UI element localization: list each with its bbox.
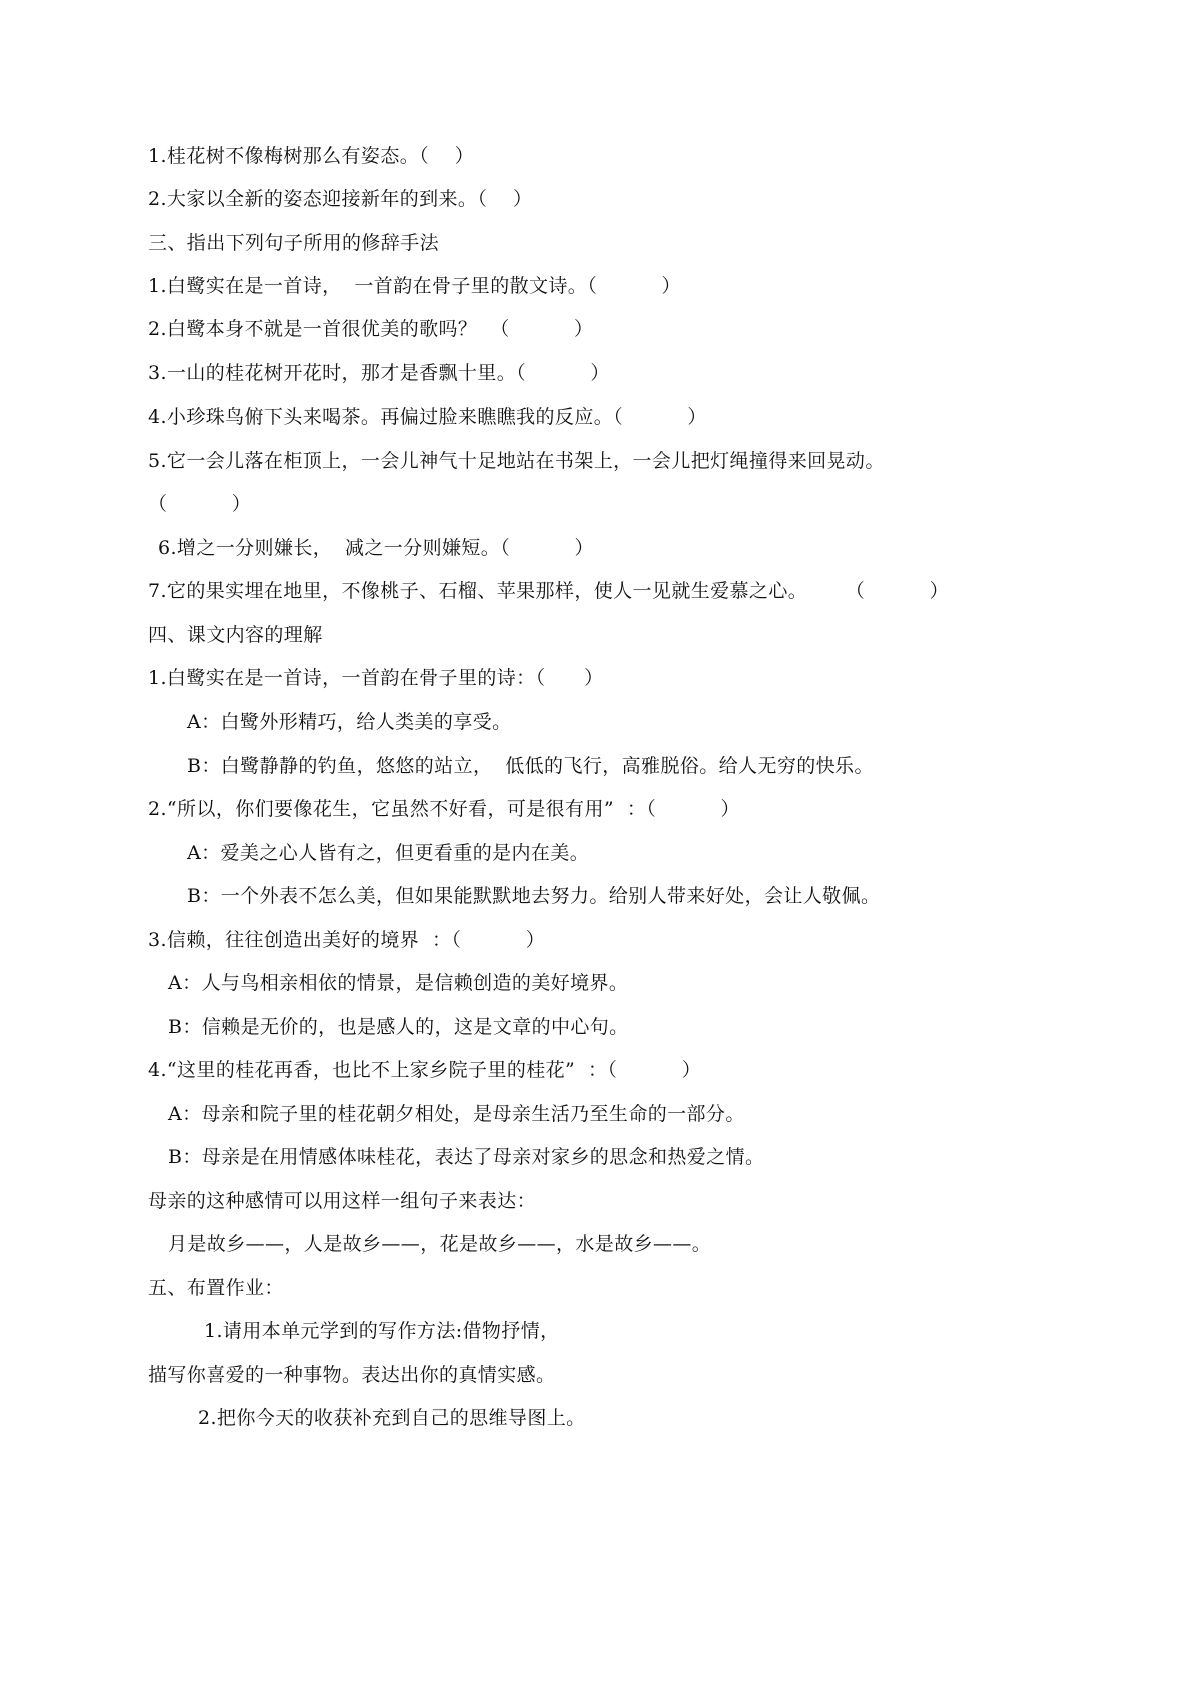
section-5-heading: 五、布置作业： — [148, 1277, 284, 1299]
section-4-question-2-option-b: B：一个外表不怎么美，但如果能默默地去努力。给别人带来好处，会让人敬佩。 — [187, 885, 881, 907]
section-4-question-1-option-a: A：白鹭外形精巧，给人类美的享受。 — [187, 711, 512, 733]
section-3-heading: 三、指出下列句子所用的修辞手法 — [148, 232, 440, 254]
homework-item-1: 1.请用本单元学到的写作方法:借物抒情， — [204, 1320, 560, 1342]
section-3-item-4: 4.小珍珠鸟俯下头来喝茶。再偏过脸来瞧瞧我的反应。（ ） — [148, 406, 707, 428]
section-3-item-5-answer: （ ） — [148, 493, 252, 515]
section-4-question-3-option-b: B：信赖是无价的，也是感人的，这是文章的中心句。 — [168, 1016, 629, 1038]
section-4-question-2: 2.“所以，你们要像花生，它虽然不好看，可是很有用” ：（ ） — [148, 798, 740, 820]
section-4-question-1: 1.白鹭实在是一首诗，一首韵在骨子里的诗：（ ） — [148, 667, 604, 689]
section-3-item-3: 3.一山的桂花树开花时，那才是香飘十里。（ ） — [148, 362, 610, 384]
section-4-question-4-option-a: A：母亲和院子里的桂花朝夕相处，是母亲生活乃至生命的一部分。 — [168, 1103, 745, 1125]
section-4-question-3-option-a: A：人与鸟相亲相依的情景，是信赖创造的美好境界。 — [168, 972, 629, 994]
section-3-item-6: 6.增之一分则嫌长， 减之一分则嫌短。（ ） — [158, 537, 594, 559]
section-4-question-3: 3.信赖，往往创造出美好的境界 ：（ ） — [148, 929, 546, 951]
section-3-item-7: 7.它的果实埋在地里，不像桃子、石榴、苹果那样，使人一见就生爱慕之心。 （ ） — [148, 580, 949, 602]
section-3-item-2: 2.白鹭本身不就是一首很优美的歌吗？ （ ） — [148, 318, 594, 340]
section-4-heading: 四、课文内容的理解 — [148, 624, 323, 646]
section-4-question-2-option-a: A：爱美之心人皆有之，但更看重的是内在美。 — [187, 842, 590, 864]
exercise-2-item-2: 2.大家以全新的姿态迎接新年的到来。（ ） — [148, 188, 533, 210]
homework-item-1-continued: 描写你喜爱的一种事物。表达出你的真情实感。 — [148, 1364, 556, 1386]
section-3-item-1: 1.白鹭实在是一首诗， 一首韵在骨子里的散文诗。（ ） — [148, 275, 681, 297]
section-4-question-4: 4.“这里的桂花再香，也比不上家乡院子里的桂花” ：（ ） — [148, 1059, 702, 1081]
section-4-question-4-option-b: B：母亲是在用情感体味桂花，表达了母亲对家乡的思念和热爱之情。 — [168, 1146, 765, 1168]
section-4-question-1-option-b: B：白鹭静静的钓鱼，悠悠的站立， 低低的飞行，高雅脱俗。给人无穷的快乐。 — [187, 755, 874, 777]
section-3-item-5: 5.它一会儿落在柜顶上，一会儿神气十足地站在书架上，一会儿把灯绳撞得来回晃动。 — [148, 450, 885, 472]
mother-feeling-text: 母亲的这种感情可以用这样一组句子来表达： — [148, 1190, 537, 1212]
hometown-sentences: 月是故乡——，人是故乡——，花是故乡——，水是故乡——。 — [168, 1233, 712, 1255]
homework-item-2: 2.把你今天的收获补充到自己的思维导图上。 — [198, 1407, 586, 1429]
exercise-2-item-1: 1.桂花树不像梅树那么有姿态。（ ） — [148, 145, 475, 167]
